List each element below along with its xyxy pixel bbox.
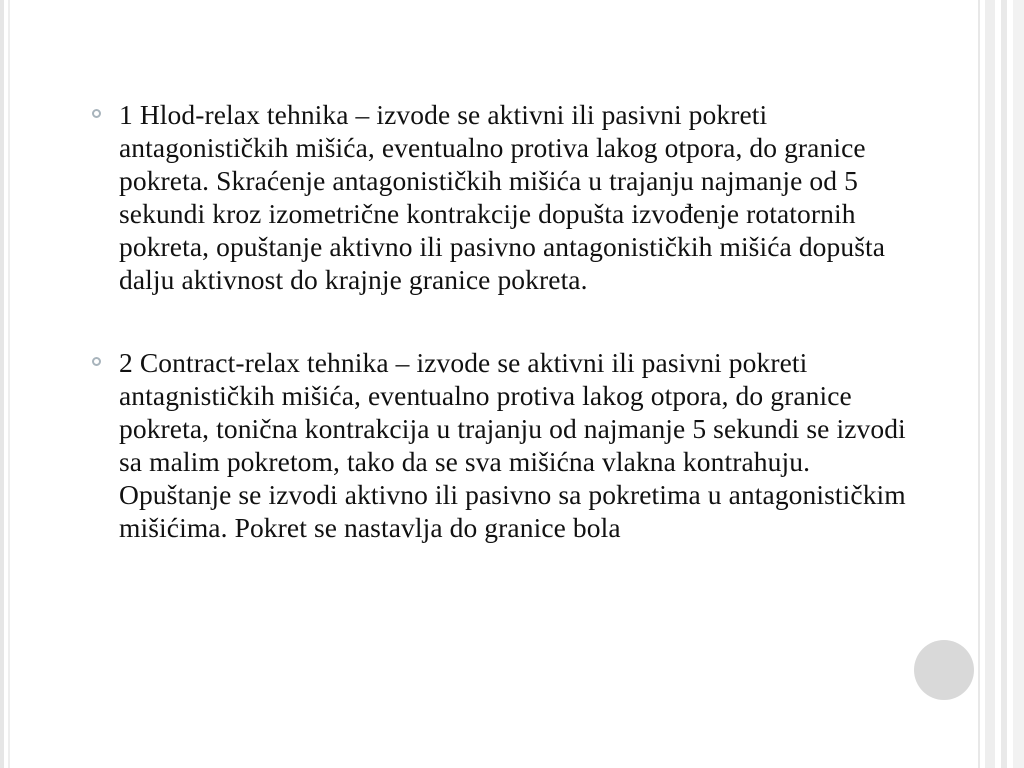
left-frame-inner-line — [8, 0, 10, 768]
decorative-circle — [914, 640, 974, 700]
hollow-circle-bullet-icon — [92, 109, 101, 118]
left-frame-line — [0, 0, 4, 768]
right-frame-bar-4 — [1013, 0, 1024, 768]
hollow-circle-bullet-icon — [92, 357, 101, 366]
bullet-item-2 — [88, 346, 918, 544]
right-frame-bar-3 — [1001, 0, 1007, 768]
slide-content — [88, 98, 918, 594]
bullet-item-1 — [88, 98, 918, 296]
right-frame-bar-1 — [978, 0, 980, 768]
right-frame-bar-2 — [985, 0, 995, 768]
bullet-text-2: 2 Contract-relax tehnika – izvode se aktivni ili pasivni pokreti antagnističkih mišića, eventualno protiva lakog otpora, do granice pokreta, tonična kontrakcija u trajanju od najmanje 5 sekundi se izvodi sa malim pokretom, tako da se sva mišićna vlakna kontrahuju. Opuštanje se izvodi aktivno ili pasivno sa pokretima u antagonističkim mišićima. Pokret se nastavlja do granice bola — [119, 347, 906, 543]
bullet-text-1: 1 Hlod-relax tehnika – izvode se aktivni ili pasivni pokreti antagonističkih mišića, eventualno protiva lakog otpora, do granice pokreta. Skraćenje antagonističkih mišića u trajanju najmanje od 5 sekundi kroz izometrične kontrakcije dopušta izvođenje rotatornih pokreta, opuštanje aktivno ili pasivno antagonističkih mišića dopušta dalju aktivnost do krajnje granice pokreta. — [119, 99, 886, 295]
